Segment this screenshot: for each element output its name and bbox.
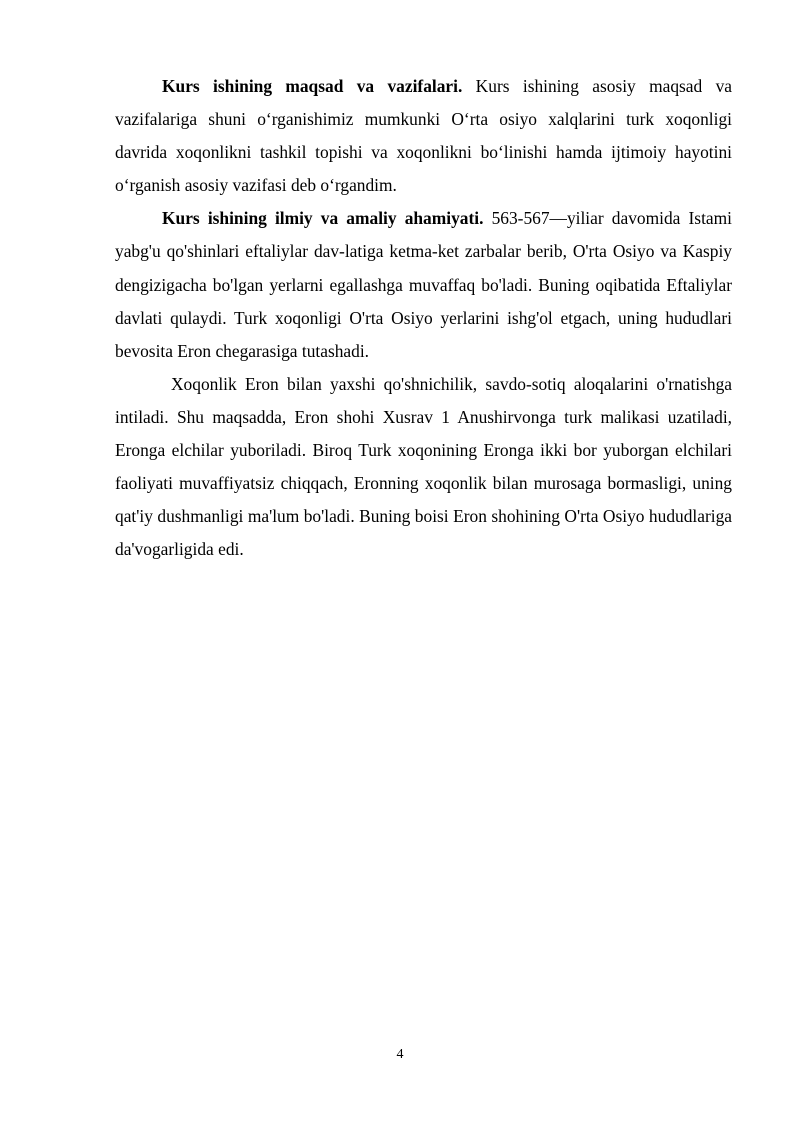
heading-significance: Kurs ishining ilmiy va amaliy ahamiyati. bbox=[162, 208, 484, 229]
paragraph-significance bbox=[115, 202, 732, 367]
body-text bbox=[115, 70, 732, 566]
paragraph-significance-text: 563-567—yiliar davomida Istami yabg'u qo'shinlari eftaliylar dav-latiga ketma-ket zarbalar berib, O'rta Osiyo va Kaspiy dengizigacha bo'lgan yerlarni egallashga muvaffaq bo'ladi. Buning oqibatida Eftaliylar davlati qulaydi. Turk xoqonligi O'rta Osiyo yerlarini ishg'ol etgach, uning hududlari bevosita Eron chegarasiga tutashadi. bbox=[115, 208, 732, 361]
paragraph-goals bbox=[115, 70, 732, 202]
paragraph-relations bbox=[115, 368, 732, 567]
paragraph-goals-text: Kurs ishining asosiy maqsad va vazifalariga shuni o‘rganishimiz mumkunki O‘rta osiyo xalqlarini turk xoqonligi davrida xoqonlikni tashkil topishi va xoqonlikni bo‘linishi hamda ijtimoiy hayotini o‘rganish asosiy vazifasi deb o‘rgandim. bbox=[115, 76, 732, 196]
heading-goals: Kurs ishining maqsad va vazifalari. bbox=[162, 76, 463, 96]
paragraph-relations-text: Xoqonlik Eron bilan yaxshi qo'shnichilik, savdo-sotiq aloqalarini o'rnatishga intiladi. Shu maqsadda, Eron shohi Xusrav 1 Anushirvonga turk malikasi uzatiladi, Eronga elchilar yuboriladi. Biroq Turk xoqonining Eronga ikki bor yuborgan elchilari faoliyati muvaffiyatsiz chiqqach, Eronning xoqonlik bilan murosaga bormasligi, uning qat'iy dushmanligi ma'lum bo'ladi. Buning boisi Eron shohining O'rta Osiyo hududlariga da'vogarligida edi. bbox=[115, 373, 732, 560]
page-number: 4 bbox=[396, 1047, 404, 1062]
